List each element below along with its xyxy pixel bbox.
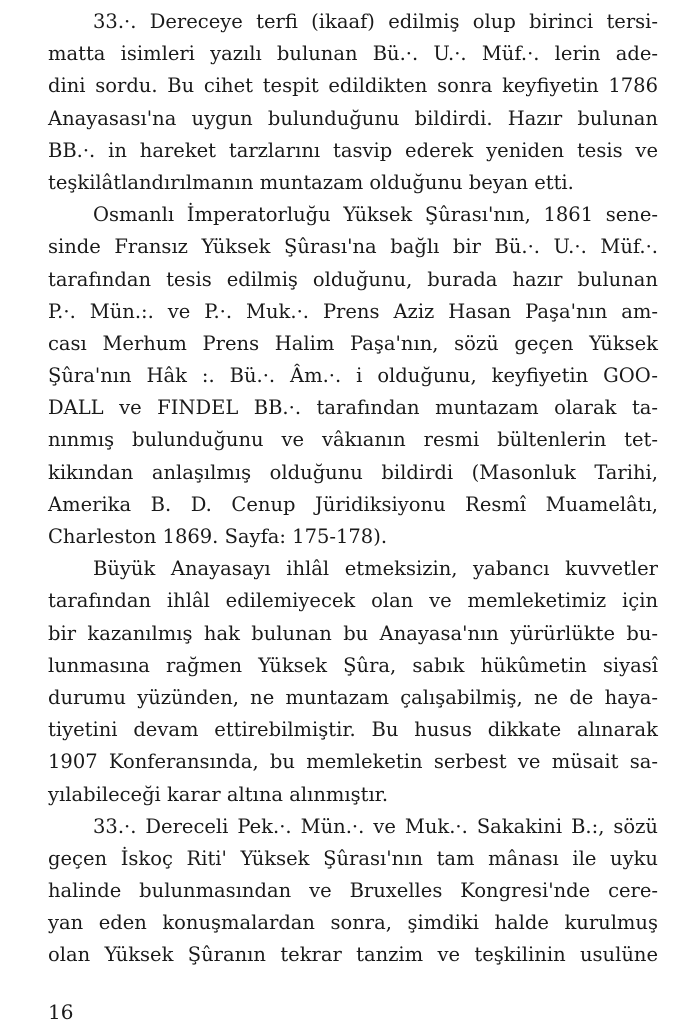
text-line: olan Yüksek Şûranın tekrar tanzim ve teşkilinin usulüne bbox=[48, 943, 658, 967]
page-number: 16 bbox=[48, 1000, 74, 1024]
text-line: Büyük Anayasayı ihlâl etmeksizin, yabancı kuvvetler bbox=[93, 557, 658, 581]
text-line: bir kazanılmış hak bulunan bu Anayasa'nın yürürlükte bu- bbox=[48, 621, 658, 645]
text-line: lunmasına rağmen Yüksek Şûra, sabık hükûmetin siyasî bbox=[48, 653, 658, 677]
paragraph-3 bbox=[48, 553, 658, 811]
text-line: halinde bulunmasından ve Bruxelles Kongresi'nde cere- bbox=[48, 879, 658, 903]
text-line: dini sordu. Bu cihet tespit edildikten sonra keyfiyetin 1786 bbox=[48, 74, 658, 98]
text-line: Osmanlı İmperatorluğu Yüksek Şûrası'nın, 1861 sene- bbox=[93, 203, 658, 227]
text-line: durumu yüzünden, ne muntazam çalışabilmiş, ne de haya- bbox=[48, 685, 658, 709]
text-line: tiyetini devam ettirebilmiştir. Bu husus dikkate alınarak bbox=[48, 718, 658, 742]
text-line: P.·. Mün.:. ve P.·. Muk.·. Prens Aziz Hasan Paşa'nın am- bbox=[48, 299, 658, 323]
text-line: yan eden konuşmalardan sonra, şimdiki halde kurulmuş bbox=[48, 911, 658, 935]
text-line: BB.·. in hareket tarzlarını tasvip ederek yeniden tesis ve bbox=[48, 138, 658, 162]
text-line: Şûra'nın Hâk :. Bü.·. Âm.·. i olduğunu, keyfiyetin GOO- bbox=[48, 364, 658, 388]
text-line: tarafından ihlâl edilemiyecek olan ve memleketimiz için bbox=[48, 589, 658, 613]
text-line: cası Merhum Prens Halim Paşa'nın, sözü geçen Yüksek bbox=[48, 331, 658, 355]
text-line: sinde Fransız Yüksek Şûrası'na bağlı bir Bü.·. U.·. Müf.·. bbox=[48, 235, 658, 259]
book-page-text bbox=[48, 6, 658, 972]
text-line: matta isimleri yazılı bulunan Bü.·. U.·. Müf.·. lerin ade- bbox=[48, 42, 658, 66]
text-line: yılabileceği karar altına alınmıştır. bbox=[48, 782, 389, 806]
text-line: teşkilâtlandırılmanın muntazam olduğunu beyan etti. bbox=[48, 170, 574, 194]
paragraph-4 bbox=[48, 811, 658, 972]
text-line: 1907 Konferansında, bu memleketin serbest ve müsait sa- bbox=[48, 750, 658, 774]
text-line: tarafından tesis edilmiş olduğunu, burada hazır bulunan bbox=[48, 267, 658, 291]
paragraph-2 bbox=[48, 199, 658, 553]
text-line: 33.·. Dereceye terfi (ikaaf) edilmiş olup birinci tersi- bbox=[93, 10, 658, 33]
text-line: Amerika B. D. Cenup Jüridiksiyonu Resmî Muamelâtı, bbox=[48, 492, 658, 516]
paragraph-1 bbox=[48, 6, 658, 199]
text-line: Anayasası'na uygun bulunduğunu bildirdi. Hazır bulunan bbox=[48, 106, 658, 130]
text-line: 33.·. Dereceli Pek.·. Mün.·. ve Muk.·. Sakakini B.:, sözü bbox=[93, 814, 658, 838]
text-line: kikından anlaşılmış olduğunu bildirdi (Masonluk Tarihi, bbox=[48, 460, 658, 484]
text-line: DALL ve FINDEL BB.·. tarafından muntazam olarak ta- bbox=[48, 396, 658, 420]
text-line: Charleston 1869. Sayfa: 175-178). bbox=[48, 525, 388, 548]
text-line: nınmış bulunduğunu ve vâkıanın resmi bültenlerin tet- bbox=[48, 428, 658, 452]
text-line: geçen İskoç Riti' Yüksek Şûrası'nın tam mânası ile uyku bbox=[48, 846, 658, 870]
